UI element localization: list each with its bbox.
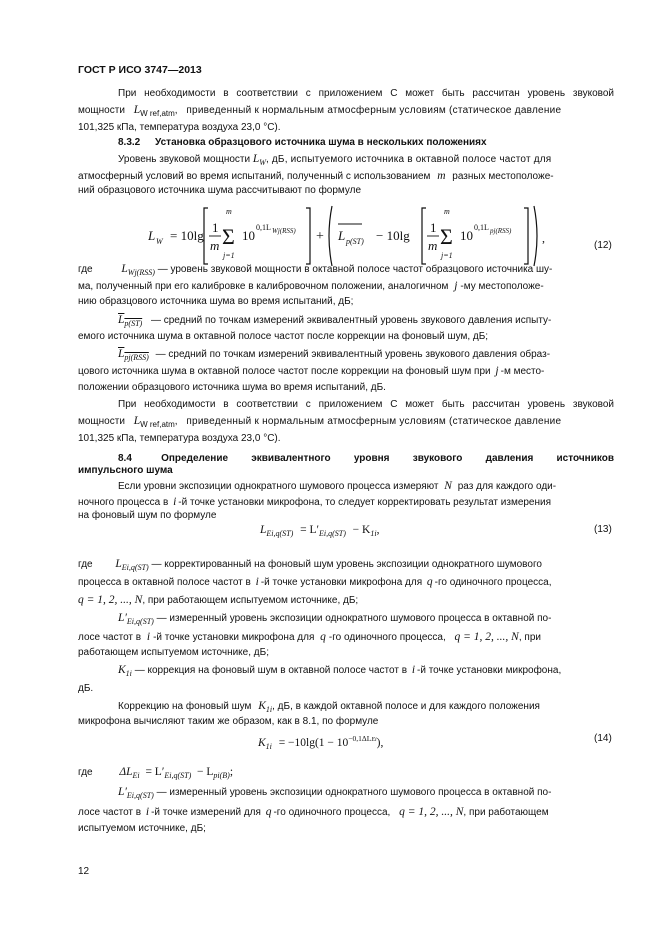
where2-line-8: дБ. <box>78 683 94 694</box>
where1-line-3: нию образцового источника шума во время испытаний, дБ; <box>78 296 354 307</box>
symbol-lwj <box>121 263 155 275</box>
where2-line-6: работающем испытуемом источнике, дБ; <box>78 647 269 658</box>
where3-line-4: испытуемом источнике, дБ; <box>78 823 206 834</box>
text-fragment: мощности <box>78 416 125 427</box>
symbol-n: N <box>444 480 452 492</box>
section-84-line-3: на фоновый шум по формуле <box>78 510 217 521</box>
text-fragment: — измеренный уровень экспозиции однократного шумового процесса в октавной по- <box>156 613 552 624</box>
where1-line-2 <box>78 280 614 293</box>
comma: , <box>542 231 545 245</box>
text-fragment: — средний по точкам измерений эквивалентный уровень звукового давления образ- <box>155 349 551 360</box>
text-fragment: , при работающем <box>463 807 549 818</box>
text-fragment: лосе частот в <box>78 807 142 818</box>
symbol-main: K <box>118 664 126 676</box>
section-title: Установка образцового источника шума в нескольких положениях <box>155 137 487 148</box>
formula-b-sub: Ei,q(ST) <box>164 771 192 780</box>
symbol-subscript: W <box>259 158 266 167</box>
symbol-i: i <box>173 496 177 508</box>
eq12-frac-num: 1 <box>212 220 219 235</box>
text-fragment: Если уровни экспозиции однократного шумового процесса измеряют <box>118 481 439 492</box>
eq12-pow-base-2: 10 <box>460 228 473 243</box>
eq12-sum-top: m <box>226 207 232 216</box>
equation-12 <box>148 202 618 270</box>
section-title: Определение эквивалентного уровня звукового давления источников <box>161 453 614 464</box>
symbol-i: i <box>145 806 150 818</box>
eq14-number: (14) <box>594 733 612 744</box>
eq14-lhs: K <box>258 737 266 749</box>
delta-l-sub: Ei <box>132 771 140 780</box>
paren-left-2 <box>329 206 332 266</box>
where2-line-5 <box>78 631 614 644</box>
eq12-frac-den: m <box>210 238 220 253</box>
eq14-comma: , <box>380 737 384 749</box>
text-fragment: -го одиночного процесса, <box>273 807 391 818</box>
section-832-line-2 <box>78 170 614 183</box>
symbol-subscript: Wj(RSS) <box>127 268 155 277</box>
sum-symbol-2: Σ <box>440 224 453 249</box>
eq12-term2-sub: p(ST) <box>346 237 364 246</box>
text-fragment: -й точке измерений для <box>151 807 261 818</box>
sum-symbol: Σ <box>222 224 235 249</box>
where1-line-6 <box>118 348 614 364</box>
text-fragment: -й точке установки микрофона, то следует корректировать результат измерения <box>178 497 552 508</box>
paragraph-2-line-2: мощности $L_{W ref,atm}$, приведенный к нормальным атмосферным условиям (статическое давление <box>78 415 562 429</box>
bracket-right-3 <box>524 208 528 264</box>
where-label: где <box>78 559 93 570</box>
formula-b: = L′ <box>145 766 165 778</box>
symbol-main: L <box>118 348 125 360</box>
eq12-frac-den-2: m <box>428 238 438 253</box>
symbol-q: q <box>320 631 326 643</box>
eq14-exp-sub: Ei <box>371 737 377 743</box>
symbol-lei-prime <box>118 612 154 624</box>
delta-l: ΔL <box>119 766 133 778</box>
text-fragment: -й точке установки микрофона для <box>260 577 423 588</box>
paragraph-2-line-3: 101,325 кПа, температура воздуха 23,0 °С). <box>78 433 281 444</box>
eq13-number: (13) <box>594 524 612 535</box>
symbol-main: L <box>133 104 141 116</box>
symbol-j: j <box>454 280 458 292</box>
plus-sign: + <box>316 229 324 244</box>
text-fragment: ночного процесса в <box>78 497 169 508</box>
equation-13 <box>260 524 379 540</box>
text-fragment: Коррекцию на фоновый шум <box>118 701 252 712</box>
symbol-subscript: pj(RSS) <box>124 353 149 362</box>
eq12-sum-bot-2: j=1 <box>441 251 453 260</box>
text-fragment: -м место- <box>500 366 545 377</box>
eq13-lhs: L <box>260 524 267 536</box>
formula-end: ; <box>229 766 234 778</box>
section-832-line-3: ний образцового источника шума рассчитывают по формуле <box>78 185 362 196</box>
symbol-main: L′ <box>118 786 127 798</box>
text-fragment: -го одиночного процесса, <box>434 577 552 588</box>
eq13-comma: , <box>376 524 380 536</box>
eq12-sum-top-2: m <box>444 207 450 216</box>
paragraph-1-line-2: мощности $L_{W ref,atm}$, приведенный к нормальным атмосферным условиям (статическое давление <box>78 104 562 118</box>
text-fragment: ма, полученный при его калибровке в калибровочном положении, аналогичном <box>78 281 449 292</box>
where2-line-2 <box>78 576 614 589</box>
q-range: q = 1, 2, ..., N <box>399 806 464 818</box>
where2-line-3 <box>78 594 358 607</box>
eq12-pow-base: 10 <box>242 228 255 243</box>
symbol-lw-ref-2 <box>134 415 175 427</box>
paragraph-2-line-1: При необходимости в соответствии с приложением С может быть рассчитан уровень звуковой <box>118 399 614 410</box>
section-84-line-1 <box>118 480 614 493</box>
eq12-sum-bot: j=1 <box>223 251 235 260</box>
text-fragment: -й точке установки микрофона, <box>417 665 562 676</box>
text-fragment: процесса в октавной полосе частот в <box>78 577 251 588</box>
where1-line-5: емого источника шума в октавной полосе частот после коррекции на фоновый шум, дБ; <box>78 331 489 342</box>
where1-line-1 <box>78 263 614 279</box>
formula-c-sub: pi(B) <box>213 771 230 780</box>
eq12-pow-exp-sub: Wj(RSS) <box>272 227 296 235</box>
text-fragment: разных местоположе- <box>452 171 554 182</box>
text-fragment: -го одиночного процесса, <box>328 632 446 643</box>
where1-line-7 <box>78 365 614 378</box>
eq12-pow-exp-2: 0,1L <box>474 223 489 232</box>
eq12-pow-exp-sub-2: pj(RSS) <box>490 227 512 235</box>
section-84-heading-line-2: импульсного шума <box>78 465 173 476</box>
text-fragment: -й точке установки микрофона для <box>153 632 315 643</box>
text-fragment: атмосферный условий во время испытаний, полученный с использованием <box>78 171 431 182</box>
symbol-lei-prime-2 <box>118 786 154 798</box>
equation-14 <box>258 733 383 753</box>
eq12-minus: − 10lg <box>376 228 410 243</box>
section-84-line-2 <box>78 496 614 509</box>
standard-header: ГОСТ Р ИСО 3747—2013 <box>78 64 202 76</box>
text-fragment: — уровень звуковой мощности в октавной полосе частот образцового источника шу- <box>157 264 553 275</box>
symbol-subscript: 1i <box>265 705 273 714</box>
symbol-q: q <box>265 806 272 818</box>
eq12-pow-exp: 0,1L <box>256 223 271 232</box>
section-number: 8.3.2 <box>118 137 141 148</box>
where1-line-4 <box>118 314 614 330</box>
paragraph-3-line-1 <box>118 700 614 716</box>
bracket-left-3 <box>422 208 426 264</box>
text-fragment: приведенный к нормальным атмосферным условиям (статическое давление <box>186 416 562 427</box>
eq12-eq: = 10lg <box>170 228 204 243</box>
symbol-lp-st <box>118 314 142 326</box>
eq14-exp: −0,1ΔL <box>348 734 372 743</box>
section-84-heading-line-1 <box>118 453 614 465</box>
section-832-heading <box>118 137 487 149</box>
symbol-main: L <box>133 415 141 427</box>
where1-line-8: положении образцового источника шума во время испытаний, дБ. <box>78 382 386 393</box>
formula-c: − L <box>197 766 214 778</box>
symbol-lpj-rss <box>118 348 149 360</box>
text-fragment: мощности <box>78 105 125 116</box>
symbol-main: L <box>121 263 128 275</box>
eq13-rhs: = L′ <box>300 524 319 536</box>
section-number: 8.4 <box>118 453 132 464</box>
symbol-subscript: Ei,q(ST) <box>126 791 154 800</box>
symbol-i: i <box>255 576 259 588</box>
text-fragment: — коррекция на фоновый шум в октавной полосе частот в <box>134 665 408 676</box>
section-832-line-1 <box>118 153 614 169</box>
paragraph-3-line-2: микрофона вычисляют таким же образом, как в 8.1, по формуле <box>78 716 379 727</box>
symbol-subscript: p(ST) <box>124 319 143 328</box>
symbol-k1i-2 <box>258 700 272 712</box>
symbol-main: L <box>115 558 122 570</box>
text-fragment: , при работающем испытуемом источнике, дБ; <box>142 595 359 606</box>
where2-line-4 <box>118 612 614 628</box>
where2-line-7 <box>118 664 614 680</box>
eq12-lhs: L <box>148 228 156 243</box>
text-fragment: приведенный к нормальным атмосферным условиям (статическое давление <box>186 105 562 116</box>
where3-line-2 <box>118 786 614 802</box>
symbol-subscript: 1i <box>125 669 132 678</box>
symbol-lei <box>115 558 148 570</box>
symbol-i: i <box>146 631 151 643</box>
where2-line-1 <box>78 558 614 574</box>
text-fragment: Уровень звуковой мощности <box>118 154 251 165</box>
paren-right-2 <box>534 206 537 266</box>
q-range: q = 1, 2, ..., N <box>454 631 519 643</box>
where3-line-1 <box>78 766 233 782</box>
symbol-i: i <box>411 664 416 676</box>
where-label: где <box>78 767 93 778</box>
eq13-rhs-sub: Ei,q(ST) <box>318 529 346 538</box>
symbol-subscript: Ei,q(ST) <box>121 563 149 572</box>
symbol-main: L <box>118 314 125 326</box>
symbol-q: q <box>426 576 433 588</box>
text-fragment: -му местоположе- <box>460 281 544 292</box>
q-range: q = 1, 2, ..., N <box>78 594 143 606</box>
eq13-tail-sub: 1i <box>370 529 377 538</box>
where-label: где <box>78 264 93 275</box>
text-fragment: , дБ, испытуемого источника в октавной полосе частот для <box>265 154 552 165</box>
symbol-main: K <box>258 700 266 712</box>
eq14-rhs: = −10lg(1 − 10 <box>278 737 349 749</box>
symbol-subscript: W ref,atm <box>140 109 175 118</box>
eq12-number: (12) <box>594 240 612 251</box>
page-number: 12 <box>78 866 90 877</box>
text-fragment: цового источника шума в октавной полосе частот после коррекции на фоновый шум при <box>78 366 491 377</box>
equation-12-drawing <box>148 202 618 270</box>
eq14-lhs-sub: 1i <box>265 742 272 751</box>
symbol-main: L <box>252 153 260 165</box>
text-fragment: — измеренный уровень экспозиции однократного шумового процесса в октавной по- <box>156 787 552 798</box>
symbol-main: L′ <box>118 612 127 624</box>
text-fragment: лосе частот в <box>78 632 142 643</box>
eq14-close: ) <box>376 737 381 749</box>
eq12-frac-num-2: 1 <box>430 220 437 235</box>
text-fragment: — корректированный на фоновый шум уровень экспозиции однократного шумового <box>151 559 542 570</box>
symbol-k1i <box>118 664 132 676</box>
text-fragment: раз для каждого оди- <box>457 481 557 492</box>
bracket-right-1 <box>306 208 310 264</box>
symbol-lw-ref <box>134 104 175 116</box>
symbol-lw <box>253 153 266 165</box>
eq12-lhs-sub: W <box>156 237 163 246</box>
text-fragment: , дБ, в каждой октавной полосе и для каждого положения <box>272 701 540 712</box>
symbol-j: j <box>495 365 499 377</box>
paragraph-1-line-3: 101,325 кПа, температура воздуха 23,0 °С). <box>78 122 281 133</box>
where3-line-3 <box>78 806 614 819</box>
text-fragment: , при <box>518 632 541 643</box>
symbol-subscript: W ref,atm <box>140 420 175 429</box>
symbol-m: m <box>437 170 446 182</box>
bracket-left-1 <box>204 208 208 264</box>
eq13-tail: − K <box>352 524 371 536</box>
paragraph-1-line-1: При необходимости в соответствии с приложением С может быть рассчитан уровень звуковой <box>118 88 614 99</box>
text-fragment: — средний по точкам измерений эквивалентный уровень звукового давления испыту- <box>150 315 552 326</box>
eq13-lhs-sub: Ei,q(ST) <box>266 529 294 538</box>
eq12-term2: L <box>338 228 346 243</box>
symbol-subscript: Ei,q(ST) <box>126 617 154 626</box>
